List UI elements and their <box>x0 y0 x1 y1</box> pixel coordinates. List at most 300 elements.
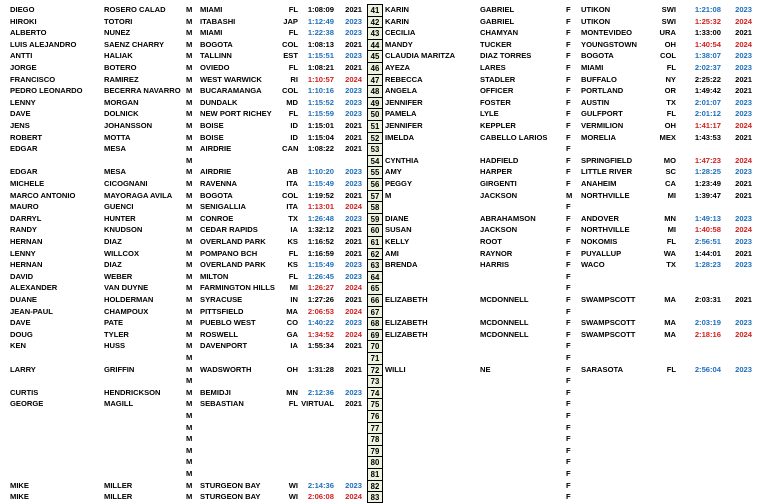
cell-r-city: SPRINGFIELD <box>581 155 633 165</box>
cell-r-time: 1:33:00 <box>694 28 721 38</box>
cell-r-gender: F <box>566 422 571 432</box>
cell-r-state <box>653 387 676 399</box>
cell-l-year <box>338 456 362 468</box>
cell-l-city: BOISE <box>200 121 224 130</box>
cell-r-state: MO <box>663 155 676 165</box>
cell-l-state: MA <box>286 306 298 316</box>
cell-r-time <box>678 468 721 480</box>
cell-l-first: DOUG <box>10 329 33 339</box>
cell-num: 63 <box>367 259 383 271</box>
cell-l-last: ROSERO CALAD <box>104 5 166 14</box>
table-row <box>0 480 758 492</box>
cell-l-first: DAVE <box>10 109 31 119</box>
table-row <box>0 213 758 225</box>
cell-r-first: CLAUDIA MARITZA <box>385 51 456 61</box>
table-row <box>0 39 758 51</box>
cell-r-time <box>678 456 721 468</box>
cell-r-gender: F <box>566 295 571 304</box>
cell-r-time <box>678 271 721 283</box>
cell-r-first: REBECCA <box>385 74 423 84</box>
cell-r-last <box>480 398 564 410</box>
cell-r-gender: F <box>566 306 571 316</box>
cell-l-year: 2021 <box>345 225 362 235</box>
cell-r-first: JENNIFER <box>385 121 423 130</box>
cell-l-state: IA <box>290 225 298 235</box>
cell-l-city <box>200 352 286 364</box>
cell-l-city <box>200 375 286 387</box>
cell-l-last: MILLER <box>104 492 133 502</box>
cell-num: 57 <box>367 190 383 202</box>
cell-r-time <box>678 480 721 492</box>
cell-r-city: MORELIA <box>581 132 617 142</box>
cell-l-year <box>338 410 362 422</box>
table-row <box>0 62 758 74</box>
cell-l-gender: M <box>186 132 193 142</box>
cell-l-state: FL <box>288 271 298 281</box>
cell-l-last: VAN DUYNE <box>104 283 149 293</box>
cell-num: 69 <box>367 329 383 341</box>
cell-r-first: SUSAN <box>385 225 412 235</box>
cell-r-city <box>581 340 663 352</box>
cell-r-city <box>581 398 663 410</box>
cell-r-gender: F <box>566 132 571 142</box>
cell-num: 53 <box>367 143 383 155</box>
cell-r-time: 2:03:31 <box>694 295 721 304</box>
table-row <box>0 4 758 16</box>
cell-r-city <box>581 282 663 294</box>
cell-r-year <box>726 456 752 468</box>
table-row <box>0 352 758 364</box>
cell-r-gender: F <box>566 271 571 281</box>
cell-r-last: KEPPLER <box>480 121 516 130</box>
cell-l-state: IA <box>290 341 298 351</box>
cell-l-year <box>338 375 362 387</box>
cell-r-time <box>678 306 721 318</box>
cell-r-city <box>581 387 663 399</box>
cell-l-last: MESA <box>104 167 126 177</box>
cell-r-city <box>581 410 663 422</box>
cell-r-first <box>385 340 471 352</box>
cell-r-time: 1:38:07 <box>694 51 721 61</box>
cell-r-year <box>726 480 752 492</box>
cell-r-last <box>480 433 564 445</box>
cell-l-first: PEDRO LEONARDO <box>10 86 83 96</box>
cell-r-last: CHAMYAN <box>480 28 519 38</box>
cell-r-time: 1:28:25 <box>694 167 721 177</box>
table-row <box>0 201 758 213</box>
cell-l-year: 2021 <box>345 132 362 142</box>
cell-l-gender: M <box>186 202 193 212</box>
cell-l-year: 2021 <box>345 364 362 374</box>
cell-r-last <box>480 468 564 480</box>
cell-r-city: SWAMPSCOTT <box>581 318 636 328</box>
cell-l-last: GRIFFIN <box>104 364 135 374</box>
cell-l-first: ALEXANDER <box>10 283 58 293</box>
cell-l-time: 1:31:28 <box>307 364 334 374</box>
cell-l-first: JORGE <box>10 63 37 72</box>
cell-l-city: MIAMI <box>200 28 223 38</box>
cell-r-state: OH <box>664 39 676 49</box>
cell-r-last: GIRGENTI <box>480 179 517 188</box>
cell-l-time: 1:16:59 <box>307 248 334 258</box>
cell-r-gender: F <box>566 260 571 270</box>
cell-l-year: 2023 <box>345 97 362 107</box>
cell-l-gender: M <box>186 5 193 14</box>
cell-l-gender: M <box>186 237 193 246</box>
cell-r-first <box>385 375 471 387</box>
cell-l-year: 2021 <box>345 121 362 130</box>
cell-l-last: TOTORI <box>104 16 133 26</box>
cell-r-city: SWAMPSCOTT <box>581 329 636 339</box>
cell-r-state <box>653 375 676 387</box>
cell-r-time: 2:01:12 <box>694 109 721 119</box>
cell-r-last <box>480 282 564 294</box>
cell-l-year <box>338 422 362 434</box>
cell-l-state: MI <box>289 283 298 293</box>
cell-l-first: EDGAR <box>10 144 38 154</box>
cell-r-state <box>653 410 676 422</box>
cell-r-gender: F <box>566 74 571 84</box>
cell-l-year: 2023 <box>345 480 362 490</box>
table-row <box>0 294 758 306</box>
cell-l-state: COL <box>282 86 298 96</box>
cell-l-time: 2:06:08 <box>307 492 334 502</box>
cell-l-time: 1:40:22 <box>307 318 334 328</box>
cell-num: 74 <box>367 387 383 399</box>
cell-l-city: AIRDRIE <box>200 144 232 154</box>
cell-r-year <box>726 352 752 364</box>
cell-num: 62 <box>367 248 383 260</box>
cell-l-city: PUEBLO WEST <box>200 318 256 328</box>
cell-r-time <box>678 340 721 352</box>
cell-l-gender: M <box>186 97 193 107</box>
cell-l-gender: M <box>186 295 193 304</box>
cell-r-city: ANAHEIM <box>581 179 617 188</box>
cell-num: 68 <box>367 317 383 329</box>
cell-l-gender: M <box>186 353 193 362</box>
cell-l-last: CICOGNANI <box>104 179 148 188</box>
cell-l-time: 1:15:51 <box>307 51 334 61</box>
cell-r-city: AUSTIN <box>581 97 610 107</box>
cell-r-year: 2023 <box>735 97 752 107</box>
cell-l-year: 2021 <box>345 248 362 258</box>
table-row <box>0 190 758 202</box>
cell-l-first: EDGAR <box>10 167 38 177</box>
cell-l-city: BEMIDJI <box>200 387 231 397</box>
table-row <box>0 178 758 190</box>
table-row <box>0 224 758 236</box>
cell-r-first <box>385 445 471 457</box>
cell-r-gender: F <box>566 109 571 119</box>
cell-num: 48 <box>367 85 383 97</box>
cell-r-time <box>678 422 721 434</box>
cell-l-city: WEST WARWICK <box>200 74 262 84</box>
cell-r-city: NORTHVILLE <box>581 190 630 200</box>
cell-l-first: RANDY <box>10 225 38 235</box>
cell-l-state: TX <box>288 213 298 223</box>
cell-l-city: WADSWORTH <box>200 364 252 374</box>
cell-l-state <box>282 468 298 480</box>
cell-r-last: OFFICER <box>480 86 514 96</box>
cell-num: 45 <box>367 50 383 62</box>
cell-r-time: 1:49:42 <box>694 86 721 96</box>
cell-l-year: 2021 <box>345 5 362 14</box>
cell-l-state: KS <box>287 260 298 270</box>
cell-r-last: ABRAHAMSON <box>480 213 536 223</box>
cell-l-year: 2021 <box>345 399 362 409</box>
cell-r-state <box>653 398 676 410</box>
cell-l-last: DOLNICK <box>104 109 139 119</box>
cell-r-state: FL <box>666 63 676 72</box>
cell-l-gender: M <box>186 376 193 386</box>
cell-r-last <box>480 480 564 492</box>
cell-l-time: 1:27:26 <box>307 295 334 304</box>
cell-l-time: 1:19:52 <box>307 190 334 200</box>
table-row <box>0 27 758 39</box>
cell-l-state <box>282 433 298 445</box>
cell-l-city: BOGOTA <box>200 39 233 49</box>
cell-r-last <box>480 306 564 318</box>
cell-num: 56 <box>367 178 383 190</box>
cell-l-time: 1:10:57 <box>307 74 334 84</box>
cell-l-state <box>282 422 298 434</box>
cell-num: 49 <box>367 97 383 109</box>
cell-r-gender: F <box>566 5 571 14</box>
cell-l-gender: M <box>186 411 193 420</box>
cell-r-year <box>726 375 752 387</box>
cell-r-first <box>385 422 471 434</box>
cell-l-city: SEBASTIAN <box>200 399 244 409</box>
cell-r-year: 2021 <box>735 28 752 38</box>
cell-l-first: ANTTI <box>10 51 33 61</box>
cell-num: 79 <box>367 445 383 457</box>
cell-l-last: MESA <box>104 144 126 154</box>
cell-r-state: OR <box>664 86 676 96</box>
cell-l-time: 1:15:52 <box>307 97 334 107</box>
cell-l-time: 1:15:04 <box>307 132 334 142</box>
cell-r-city: ANDOVER <box>581 213 619 223</box>
cell-l-state: FL <box>288 248 298 258</box>
cell-l-city: STURGEON BAY <box>200 492 261 502</box>
cell-l-gender: M <box>186 260 193 270</box>
cell-r-gender: F <box>566 434 571 444</box>
cell-r-time: 2:01:07 <box>694 97 721 107</box>
cell-r-city <box>581 143 663 155</box>
cell-r-year <box>726 387 752 399</box>
cell-l-first <box>10 155 102 167</box>
table-row <box>0 387 758 399</box>
cell-r-city: SWAMPSCOTT <box>581 295 636 304</box>
cell-r-last: DIAZ TORRES <box>480 51 532 61</box>
cell-r-time: 1:23:49 <box>694 179 721 188</box>
cell-l-time <box>299 433 334 445</box>
cell-r-state: MI <box>667 225 676 235</box>
cell-r-city: NOKOMIS <box>581 237 618 246</box>
cell-r-state: MA <box>664 318 676 328</box>
cell-l-year: 2024 <box>345 306 362 316</box>
cell-r-city: PORTLAND <box>581 86 624 96</box>
table-row <box>0 248 758 260</box>
cell-l-last <box>104 410 186 422</box>
cell-r-city: UTIKON <box>581 5 611 14</box>
cell-l-first: HERNAN <box>10 260 43 270</box>
cell-r-year <box>726 410 752 422</box>
table-row <box>0 306 758 318</box>
cell-l-last <box>104 352 186 364</box>
cell-l-last: JOHANSSON <box>104 121 153 130</box>
cell-l-last <box>104 468 186 480</box>
cell-r-year <box>726 422 752 434</box>
cell-l-year: 2024 <box>345 74 362 84</box>
cell-r-city: LITTLE RIVER <box>581 167 633 177</box>
cell-l-time: 1:15:01 <box>307 121 334 130</box>
cell-r-first: ANGELA <box>385 86 418 96</box>
cell-l-gender: M <box>186 109 193 119</box>
cell-l-state: RI <box>290 74 298 84</box>
cell-l-time: 1:15:49 <box>307 260 334 270</box>
cell-r-first: PAMELA <box>385 109 417 119</box>
table-row <box>0 166 758 178</box>
cell-l-last: DIAZ <box>104 237 122 246</box>
cell-l-state: CO <box>286 318 298 328</box>
cell-l-state: FL <box>288 399 298 409</box>
table-row <box>0 155 758 167</box>
cell-l-time: 1:10:20 <box>307 167 334 177</box>
cell-num: 81 <box>367 468 383 480</box>
cell-l-first: JEAN-PAUL <box>10 306 53 316</box>
cell-r-city: WACO <box>581 260 605 270</box>
cell-r-gender: F <box>566 97 571 107</box>
cell-r-time <box>678 491 721 503</box>
cell-r-city: MONTEVIDEO <box>581 28 633 38</box>
cell-r-first: MANDY <box>385 39 413 49</box>
cell-r-city <box>581 201 663 213</box>
cell-l-year: 2023 <box>345 213 362 223</box>
cell-r-time: 1:25:32 <box>694 16 721 26</box>
cell-l-city: OVERLAND PARK <box>200 237 266 246</box>
cell-r-time <box>678 433 721 445</box>
cell-l-state: JAP <box>283 16 298 26</box>
cell-r-time <box>678 143 721 155</box>
cell-r-state <box>653 433 676 445</box>
cell-r-last <box>480 201 564 213</box>
cell-l-first <box>10 468 102 480</box>
cell-l-city: BOISE <box>200 132 224 142</box>
table-row <box>0 329 758 341</box>
cell-r-state: URA <box>659 28 676 38</box>
cell-l-city: SENIGALLIA <box>200 202 246 212</box>
cell-r-first <box>385 480 471 492</box>
cell-r-first <box>385 387 471 399</box>
cell-r-gender: F <box>566 445 571 455</box>
cell-r-city <box>581 375 663 387</box>
table-row <box>0 97 758 109</box>
table-row <box>0 282 758 294</box>
cell-l-gender: M <box>186 179 193 188</box>
cell-r-year: 2023 <box>735 109 752 119</box>
cell-l-gender: M <box>186 121 193 130</box>
cell-l-gender: M <box>186 144 193 154</box>
cell-num: 61 <box>367 236 383 248</box>
cell-r-gender: F <box>566 179 571 188</box>
cell-r-state: MN <box>664 213 676 223</box>
cell-r-time <box>678 282 721 294</box>
cell-r-gender: F <box>566 225 571 235</box>
cell-r-city <box>581 468 663 480</box>
cell-l-city: MILTON <box>200 271 229 281</box>
cell-r-state <box>653 456 676 468</box>
cell-l-state: MD <box>286 97 298 107</box>
cell-r-year <box>726 398 752 410</box>
cell-r-city <box>581 491 663 503</box>
cell-r-gender: F <box>566 492 571 502</box>
cell-l-first <box>10 410 102 422</box>
cell-r-state: SWI <box>661 5 676 14</box>
cell-r-year: 2021 <box>735 86 752 96</box>
cell-r-gender: F <box>566 28 571 38</box>
cell-r-year <box>726 201 752 213</box>
table-row <box>0 398 758 410</box>
cell-r-gender: F <box>566 353 571 362</box>
cell-r-gender: F <box>566 387 571 397</box>
cell-l-last: HENDRICKSON <box>104 387 161 397</box>
cell-l-gender: M <box>186 387 193 397</box>
cell-r-time: 1:44:01 <box>694 248 721 258</box>
cell-r-year <box>726 491 752 503</box>
cell-r-year <box>726 340 752 352</box>
cell-l-first: CURTIS <box>10 387 39 397</box>
cell-l-last: BECERRA NAVARRO <box>104 86 181 96</box>
cell-l-city: DUNDALK <box>200 97 238 107</box>
cell-l-time: 2:06:53 <box>307 306 334 316</box>
cell-l-city: OVERLAND PARK <box>200 260 266 270</box>
cell-r-gender: F <box>566 167 571 177</box>
cell-l-city <box>200 155 286 167</box>
cell-r-last <box>480 352 564 364</box>
cell-r-first <box>385 491 471 503</box>
cell-r-time: 1:28:23 <box>694 260 721 270</box>
cell-num: 72 <box>367 364 383 376</box>
cell-r-first: WILLI <box>385 364 406 374</box>
table-row <box>0 259 758 271</box>
cell-l-gender: M <box>186 16 193 26</box>
cell-l-city: RAVENNA <box>200 179 237 188</box>
cell-r-time: 2:56:04 <box>694 364 721 374</box>
table-row <box>0 16 758 28</box>
table-row <box>0 364 758 376</box>
cell-r-first: PEGGY <box>385 179 413 188</box>
cell-r-year <box>726 445 752 457</box>
cell-r-last: GABRIEL <box>480 16 515 26</box>
table-row <box>0 410 758 422</box>
cell-l-state <box>282 352 298 364</box>
cell-l-time <box>299 155 334 167</box>
cell-r-gender: F <box>566 480 571 490</box>
cell-r-last: MCDONNELL <box>480 295 529 304</box>
cell-l-year: 2021 <box>345 63 362 72</box>
cell-l-gender: M <box>186 492 193 502</box>
cell-l-city: MIAMI <box>200 5 223 14</box>
cell-r-city <box>581 433 663 445</box>
table-row <box>0 375 758 387</box>
cell-r-time: 1:21:08 <box>694 5 721 14</box>
cell-l-time: 1:12:49 <box>307 16 334 26</box>
table-row <box>0 468 758 480</box>
cell-l-year <box>338 433 362 445</box>
table-row <box>0 340 758 352</box>
cell-r-first <box>385 352 471 364</box>
cell-l-year: 2021 <box>345 190 362 200</box>
